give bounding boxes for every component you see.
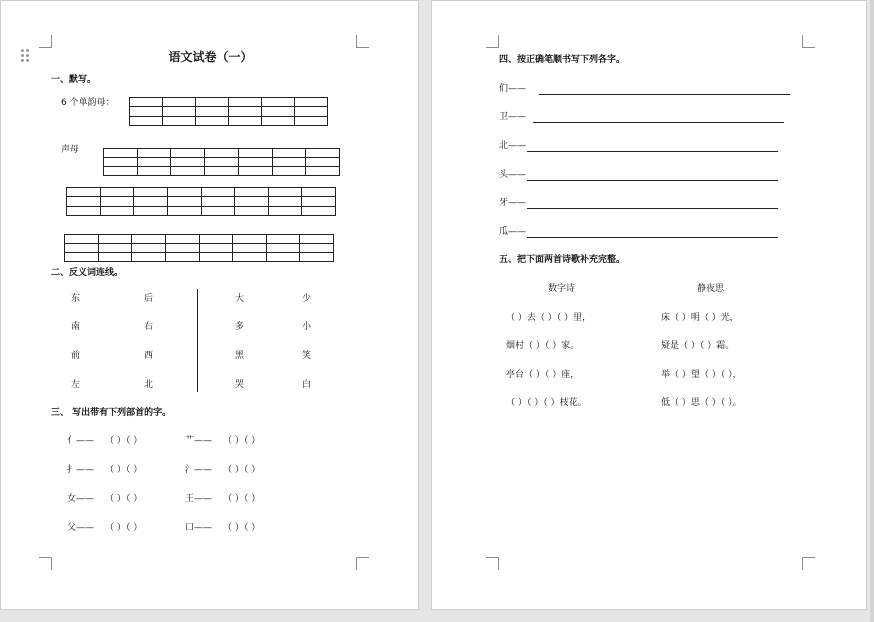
poem-line: 疑是（ ）（ ）霜。 — [661, 341, 735, 351]
answer-blanks: （ ）（ ） — [105, 465, 143, 475]
writing-line[interactable] — [527, 151, 778, 152]
radical-prompt: 父—— — [67, 523, 95, 533]
antonym-word: 左 — [71, 380, 81, 390]
antonym-word: 多 — [235, 322, 245, 332]
vertical-scrollbar[interactable] — [870, 0, 874, 622]
antonym-word: 后 — [144, 294, 154, 304]
poem-line: 床（ ）明（ ）光， — [661, 313, 739, 323]
section-1-heading: 一、默写。 — [51, 75, 97, 85]
antonym-word: 白 — [302, 380, 312, 390]
crop-mark — [802, 35, 815, 48]
radical-prompt: 扌—— — [67, 465, 95, 475]
stroke-order-char: 瓜—— — [499, 227, 527, 237]
section-5-heading: 五、把下面两首诗歌补充完整。 — [499, 255, 626, 265]
poem-line: 低（ ）思（ ）（ ）。 — [661, 398, 742, 408]
crop-mark — [356, 557, 369, 570]
answer-blanks: （ ）（ ） — [105, 436, 143, 446]
answer-blanks: （ ）（ ） — [223, 436, 261, 446]
document-page-1 — [0, 0, 419, 610]
antonym-word: 笑 — [302, 351, 312, 361]
radical-prompt: 女—— — [67, 494, 95, 504]
radical-prompt: 氵—— — [185, 465, 213, 475]
answer-blanks: （ ）（ ） — [105, 523, 143, 533]
poem-line: （ ）（ ）（ ）枝花。 — [506, 398, 587, 408]
stroke-order-char: 牙—— — [499, 198, 527, 208]
section-4-heading: 四、按正确笔顺书写下列各字。 — [499, 55, 626, 65]
writing-line[interactable] — [539, 94, 790, 95]
crop-mark — [486, 35, 499, 48]
crop-mark — [802, 557, 815, 570]
answer-blanks: （ ）（ ） — [105, 494, 143, 504]
radical-prompt: 王—— — [185, 494, 213, 504]
antonym-word: 北 — [144, 380, 154, 390]
radical-prompt: 亻—— — [67, 436, 95, 446]
poem-line: （ ）去（ ）（ ）里， — [506, 313, 592, 323]
section-2-heading: 二、反义词连线。 — [51, 268, 124, 278]
writing-line[interactable] — [527, 237, 778, 238]
poem-title: 数字诗 — [548, 284, 576, 294]
vowel-writing-grid — [129, 97, 328, 126]
initial-writing-grid-1 — [103, 148, 340, 176]
initial-writing-grid-2 — [66, 187, 336, 216]
initial-label: 声母 — [61, 145, 80, 155]
antonym-word: 黑 — [235, 351, 245, 361]
poem-line: 亭台（ ）（ ）座， — [506, 370, 580, 380]
answer-blanks: （ ）（ ） — [223, 523, 261, 533]
antonym-word: 前 — [71, 351, 81, 361]
crop-mark — [356, 35, 369, 48]
antonym-word: 南 — [71, 322, 81, 332]
answer-blanks: （ ）（ ） — [223, 494, 261, 504]
antonym-word: 少 — [302, 294, 312, 304]
document-page-2 — [431, 0, 867, 610]
stroke-order-char: 卫—— — [499, 112, 527, 122]
vowel-label: 6 个单韵母： — [61, 98, 115, 108]
writing-line[interactable] — [527, 180, 778, 181]
crop-mark — [39, 557, 52, 570]
stroke-order-char: 头—— — [499, 170, 527, 180]
poem-title: 静夜思 — [697, 284, 725, 294]
column-divider — [197, 289, 198, 392]
poem-line: 烟村（ ）（ ）家。 — [506, 341, 580, 351]
poem-line: 举（ ）望（ ）（ ）， — [661, 370, 742, 380]
antonym-word: 小 — [302, 322, 312, 332]
radical-prompt: 艹—— — [185, 436, 213, 446]
antonym-word: 大 — [235, 294, 245, 304]
answer-blanks: （ ）（ ） — [223, 465, 261, 475]
writing-line[interactable] — [527, 208, 778, 209]
radical-prompt: 口—— — [185, 523, 213, 533]
crop-mark — [486, 557, 499, 570]
stroke-order-char: 们—— — [499, 84, 527, 94]
antonym-word: 西 — [144, 351, 154, 361]
antonym-word: 哭 — [235, 380, 245, 390]
document-title: 语文试卷（一） — [168, 50, 253, 64]
antonym-word: 东 — [71, 294, 81, 304]
stroke-order-char: 北—— — [499, 141, 527, 151]
initial-writing-grid-3 — [64, 234, 334, 262]
antonym-word: 右 — [144, 322, 154, 332]
section-3-heading: 三、 写出带有下列部首的字。 — [51, 408, 172, 418]
crop-mark — [39, 35, 52, 48]
writing-line[interactable] — [533, 122, 784, 123]
